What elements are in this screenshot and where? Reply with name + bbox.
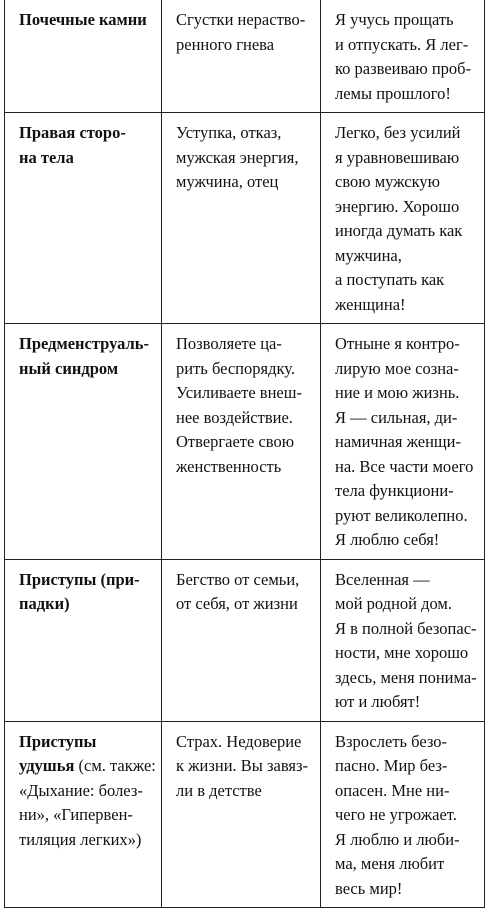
affirmation-line: чего не угрожает. bbox=[335, 805, 457, 824]
term-cell bbox=[5, 721, 162, 908]
affirmation-line: опасен. Мне ни- bbox=[335, 780, 450, 800]
affirmation-cell bbox=[321, 113, 485, 324]
cause-line: к жизни. Вы завяз- bbox=[176, 756, 309, 775]
affirmation-line: руют великолепно. bbox=[335, 505, 468, 525]
term-line: ный синдром bbox=[19, 358, 119, 378]
affirmation-cell bbox=[321, 324, 485, 560]
term-line: падки) bbox=[19, 594, 70, 613]
affirmation-line: Я в полной безопас- bbox=[335, 618, 477, 638]
affirmation-line: пасно. Мир без- bbox=[335, 756, 448, 775]
term-note-line: тиляция легких») bbox=[19, 829, 142, 849]
table-row bbox=[5, 559, 485, 721]
cause-line: Страх. Недоверие bbox=[176, 731, 302, 751]
table-row bbox=[5, 721, 485, 908]
document-page bbox=[4, 0, 484, 898]
cause-line: нее воздействие. bbox=[176, 407, 293, 427]
affirmation-line: Легко, без усилий bbox=[335, 123, 461, 142]
cause-cell bbox=[162, 113, 321, 324]
term-bold-text: удушья bbox=[19, 756, 75, 775]
affirmation-line: лирую мое созна- bbox=[335, 358, 459, 378]
term-cell bbox=[5, 559, 162, 721]
affirmation-line: Я люблю и люби- bbox=[335, 829, 460, 849]
term-note-text: (см. также: bbox=[74, 756, 156, 775]
term-note-line: ни», «Гипервен- bbox=[19, 805, 133, 824]
affirmation-line: ности, мне хорошо bbox=[335, 643, 469, 662]
affirmation-line: мужчина, bbox=[335, 245, 402, 265]
cause-cell bbox=[162, 324, 321, 560]
table-row bbox=[5, 0, 485, 113]
cause-line: женственность bbox=[176, 456, 282, 476]
affirmation-line: энергию. Хорошо bbox=[335, 196, 460, 216]
affirmation-cell bbox=[321, 0, 485, 113]
term-note-line: «Дыхание: болез- bbox=[19, 780, 143, 800]
cause-line: рить беспорядку. bbox=[176, 358, 295, 378]
affirmation-line: и отпускать. Я лег- bbox=[335, 34, 469, 54]
term-line bbox=[19, 754, 156, 779]
affirmation-line: ко развеиваю проб- bbox=[335, 59, 472, 78]
term-line: Приступы (при- bbox=[19, 569, 140, 589]
term-line: Приступы bbox=[19, 731, 97, 751]
affirmation-line: Я учусь прощать bbox=[335, 10, 454, 29]
affirmation-line: иногда думать как bbox=[335, 221, 463, 240]
affirmation-line: Я люблю себя! bbox=[335, 530, 440, 549]
affirmation-line: свою мужскую bbox=[335, 172, 440, 191]
affirmation-line: намичная женщи- bbox=[335, 432, 461, 451]
cause-cell bbox=[162, 721, 321, 908]
cause-line: Сгустки нераство- bbox=[176, 10, 306, 29]
cause-line: Отвергаете свою bbox=[176, 432, 295, 451]
cause-line: мужская энергия, bbox=[176, 147, 299, 167]
affirmation-line: тела функциони- bbox=[335, 481, 454, 500]
term-cell bbox=[5, 324, 162, 560]
affirmation-line: ма, меня любит bbox=[335, 854, 445, 873]
diseases-table bbox=[4, 0, 485, 908]
affirmation-line: а поступать как bbox=[335, 270, 445, 289]
affirmation-line: весь мир! bbox=[335, 878, 403, 898]
affirmation-cell bbox=[321, 721, 485, 908]
table-row bbox=[5, 324, 485, 560]
term-line: Предменструаль- bbox=[19, 334, 150, 353]
affirmation-line: женщина! bbox=[335, 294, 406, 314]
affirmation-line: на. Все части моего bbox=[335, 456, 474, 476]
cause-line: Усиливаете внеш- bbox=[176, 383, 302, 402]
term-line: на тела bbox=[19, 147, 74, 167]
affirmation-line: Вселенная — bbox=[335, 569, 430, 589]
cause-cell bbox=[162, 0, 321, 113]
term-line: Правая сторо- bbox=[19, 123, 126, 142]
affirmation-line: здесь, меня понима- bbox=[335, 667, 477, 687]
cause-line: Позволяете ца- bbox=[176, 334, 282, 353]
affirmation-cell bbox=[321, 559, 485, 721]
affirmation-line: ние и мою жизнь. bbox=[335, 383, 460, 402]
term-line: Почечные камни bbox=[19, 10, 147, 29]
affirmation-line: ют и любят! bbox=[335, 692, 421, 711]
affirmation-line: Отныне я контро- bbox=[335, 334, 460, 353]
affirmation-line: Взрослеть безо- bbox=[335, 731, 448, 751]
cause-line: Уступка, отказ, bbox=[176, 123, 282, 142]
cause-line: от себя, от жизни bbox=[176, 594, 298, 613]
cause-cell bbox=[162, 559, 321, 721]
term-cell bbox=[5, 0, 162, 113]
term-cell bbox=[5, 113, 162, 324]
cause-line: мужчина, отец bbox=[176, 172, 279, 191]
cause-line: Бегство от семьи, bbox=[176, 569, 300, 589]
cause-line: ренного гнева bbox=[176, 34, 275, 54]
cause-line: ли в детстве bbox=[176, 780, 262, 800]
affirmation-line: я уравновешиваю bbox=[335, 147, 460, 167]
affirmation-line: Я — сильная, ди- bbox=[335, 407, 458, 427]
affirmation-line: мой родной дом. bbox=[335, 594, 452, 613]
affirmation-line: лемы прошлого! bbox=[335, 83, 451, 103]
table-row bbox=[5, 113, 485, 324]
